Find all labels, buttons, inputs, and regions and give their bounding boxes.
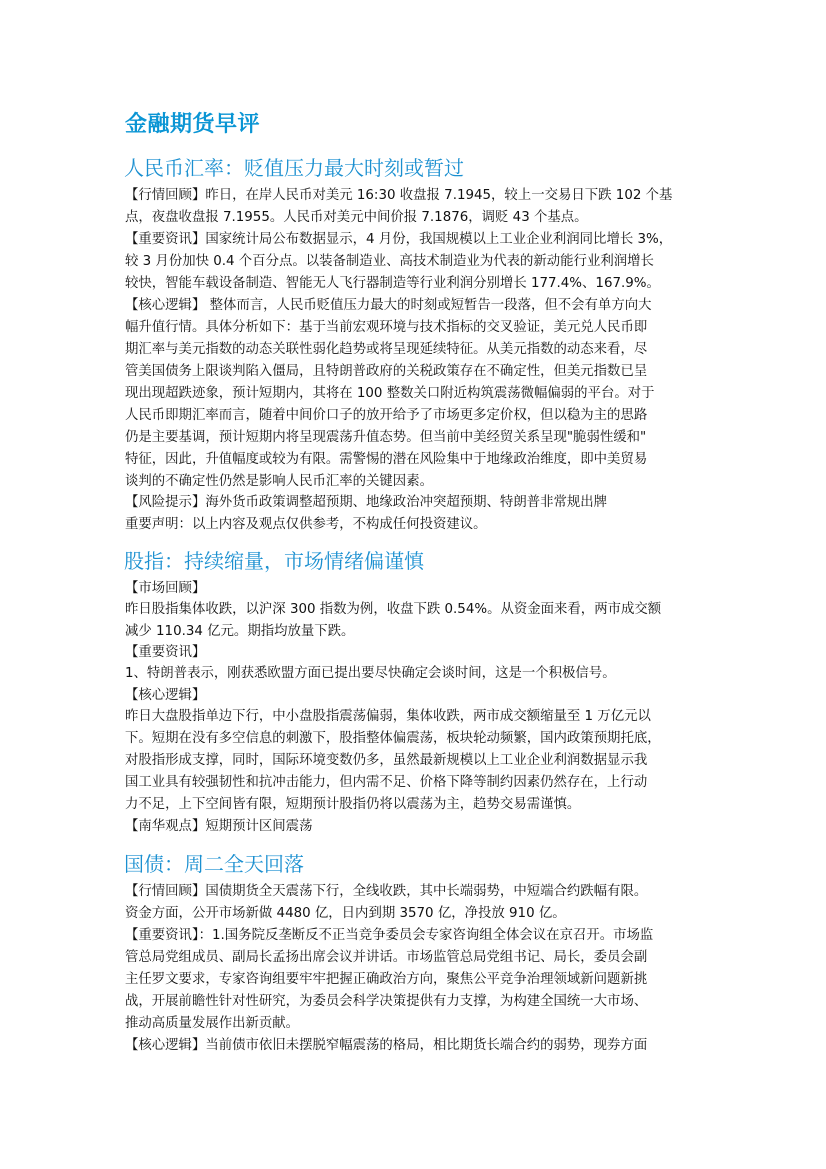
- paragraph-line: 现出现超跌迹象，预计短期内，其将在 100 整数关口附近构筑震荡微幅偏弱的平台。对于: [125, 386, 655, 401]
- paragraph-line: 较 3 月份加快 0.4 个百分点。以装备制造业、高技术制造业为代表的新动能行业利润增长: [125, 254, 654, 269]
- paragraph-line: 管美国债务上限谈判陷入僵局，且特朗普政府的关税政策存在不确定性，但美元指数已呈: [125, 364, 648, 379]
- paragraph-line: 谈判的不确定性仍然是影响人民币汇率的关键因素。: [125, 474, 433, 489]
- paragraph-line: 1、特朗普表示，刚获悉欧盟方面已提出要尽快确定会谈时间，这是一个积极信号。: [125, 666, 616, 681]
- paragraph-line: 力不足，上下空间皆有限，短期预计股指仍将以震荡为主，趋势交易需谨慎。: [125, 797, 581, 812]
- paragraph-line: 点，夜盘收盘报 7.1955。人民币对美元中间价报 7.1876，调贬 43 个基点。: [125, 210, 588, 225]
- disclaimer-line: 重要声明：以上内容及观点仅供参考，不构成任何投资建议。: [125, 517, 487, 532]
- paragraph-line: 期汇率与美元指数的动态关联性弱化趋势或将呈现延续特征。从美元指数的动态来看，尽: [125, 342, 648, 357]
- paragraph-line: 【重要资讯】国家统计局公布数据显示，4 月份，我国规模以上工业企业利润同比增长 3%，: [125, 232, 673, 247]
- paragraph-line: 国工业具有较强韧性和抗冲击能力，但内需不足、价格下降等制约因素仍然存在，上行动: [125, 775, 648, 790]
- paragraph-line: 【重要资讯】: [125, 645, 206, 660]
- paragraph-line: 特征，因此，升值幅度或较为有限。需警惕的潜在风险集中于地缘政治维度，即中美贸易: [125, 452, 648, 467]
- paragraph-line: 对股指形成支撑，同时，国际环境变数仍多，虽然最新规模以上工业企业利润数据显示我: [125, 753, 648, 768]
- paragraph-line: 人民币即期汇率而言，随着中间价口子的放开给予了市场更多定价权，但以稳为主的思路: [125, 408, 648, 423]
- paragraph-line: 战，开展前瞻性针对性研究，为委员会科学决策提供有力支撑，为构建全国统一大市场、: [125, 994, 648, 1009]
- paragraph-line: 【重要资讯】：1.国务院反垄断反不正当竞争委员会专家咨询组全体会议在京召开。市场监: [125, 928, 654, 943]
- paragraph-line: 【行情回顾】国债期货全天震荡下行，全线收跌，其中长端弱势，中短端合约跌幅有限。: [125, 884, 648, 899]
- section-heading-rmb: 人民币汇率：贬值压力最大时刻或暂过: [124, 156, 464, 180]
- paragraph-line: 仍是主要基调，预计短期内将呈现震荡升值态势。但当前中美经贸关系呈现"脆弱性缓和": [125, 430, 647, 445]
- paragraph-line: 推动高质量发展作出新贡献。: [125, 1016, 300, 1031]
- paragraph-line: 昨日大盘股指单边下行，中小盘股指震荡偏弱，集体收跌，两市成交额缩量至 1 万亿元以: [125, 709, 651, 724]
- paragraph-line: 较快，智能车载设备制造、智能无人飞行器制造等行业利润分别增长 177.4%、167.9%。: [125, 276, 660, 291]
- paragraph-line: 下。短期在没有多空信息的刺激下，股指整体偏震荡，板块轮动频繁，国内政策预期托底，: [125, 731, 661, 746]
- section-heading-treasury: 国债：周二全天回落: [124, 852, 304, 876]
- paragraph-line: 【南华观点】短期预计区间震荡: [125, 819, 313, 834]
- paragraph-line: 昨日股指集体收跌，以沪深 300 指数为例，收盘下跌 0.54%。从资金面来看，两市成交额: [125, 602, 662, 617]
- paragraph-line: 【行情回顾】昨日，在岸人民币对美元 16:30 收盘报 7.1945，较上一交易日下跌 102 个基: [125, 188, 673, 203]
- paragraph-line: 【核心逻辑】 整体而言，人民币贬值压力最大的时刻或短暂告一段落，但不会有单方向大: [125, 298, 652, 313]
- paragraph-line: 管总局党组成员、副局长孟扬出席会议并讲话。市场监管总局党组书记、局长，委员会副: [125, 950, 648, 965]
- paragraph-line: 【核心逻辑】: [125, 688, 206, 703]
- page-title: 金融期货早评: [125, 112, 261, 137]
- paragraph-line: 【风险提示】海外货币政策调整超预期、地缘政治冲突超预期、特朗普非常规出牌: [125, 495, 608, 510]
- paragraph-line: 减少 110.34 亿元。期指均放量下跌。: [125, 624, 355, 639]
- paragraph-line: 主任罗文要求，专家咨询组要牢牢把握正确政治方向，聚焦公平竞争治理领域新问题新挑: [125, 972, 648, 987]
- paragraph-line: 幅升值行情。具体分析如下：基于当前宏观环境与技术指标的交叉验证，美元兑人民币即: [125, 320, 648, 335]
- paragraph-line: 资金方面，公开市场新做 4480 亿，日内到期 3570 亿，净投放 910 亿。: [125, 906, 566, 921]
- paragraph-line: 【市场回顾】: [125, 581, 206, 596]
- section-heading-stock-index: 股指：持续缩量，市场情绪偏谨慎: [124, 549, 424, 573]
- paragraph-line: 【核心逻辑】当前债市依旧未摆脱窄幅震荡的格局，相比期货长端合约的弱势，现券方面: [125, 1038, 648, 1053]
